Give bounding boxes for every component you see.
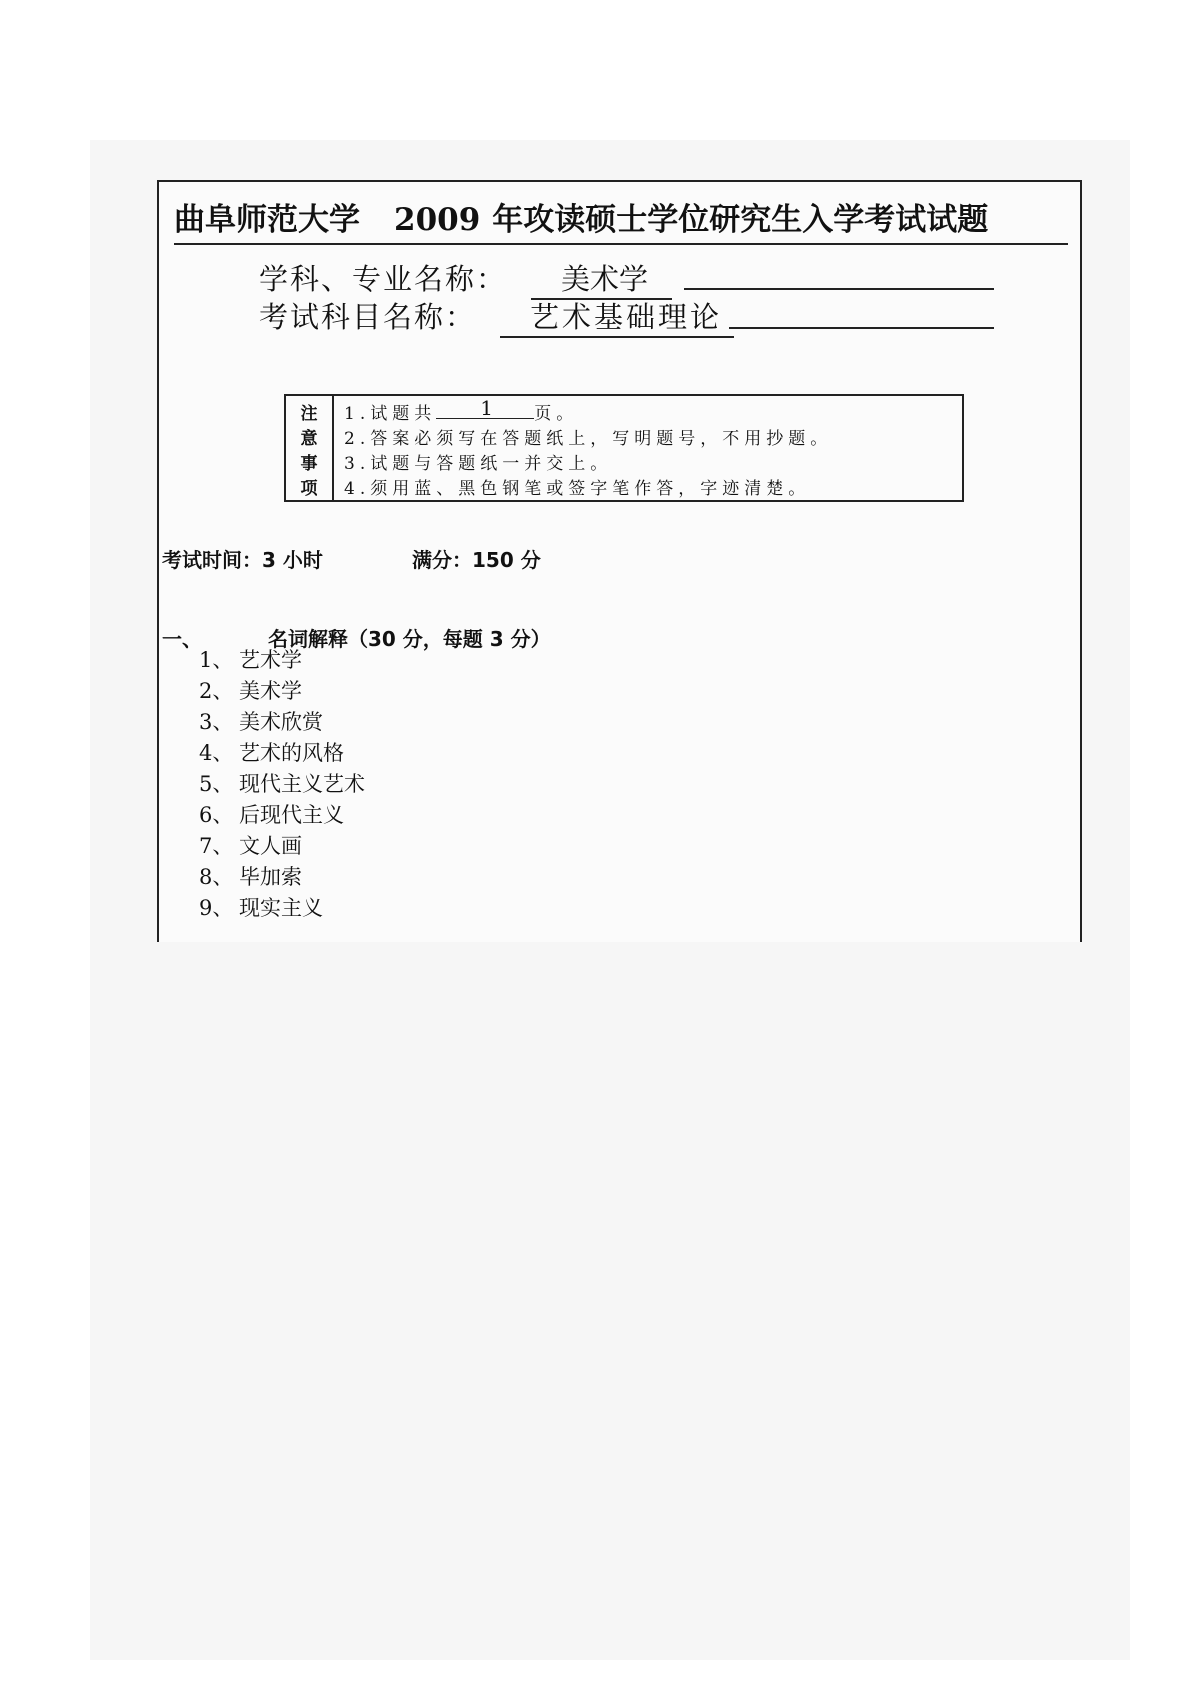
university-name: 曲阜师范大学 [174, 202, 360, 238]
subject-field [259, 295, 734, 338]
item-text: 现代主义艺术 [239, 772, 365, 796]
list-item [199, 831, 365, 862]
item-number: 6、 [199, 803, 234, 827]
major-label: 学科、专业名称： [259, 262, 508, 296]
item-number: 5、 [199, 772, 234, 796]
page-count-mark: 1 [480, 396, 493, 420]
major-field [259, 257, 672, 300]
list-item [199, 800, 365, 831]
item-text: 后现代主义 [239, 803, 344, 827]
subject-value: 艺术基础理论 [500, 295, 734, 338]
notice-heading-char: 意 [300, 429, 318, 449]
notice-heading [286, 396, 334, 500]
notice-line-1-prefix: 1.试题共 [344, 404, 437, 424]
notice-line-1-suffix: 页。 [534, 404, 579, 424]
subject-label: 考试科目名称： [259, 300, 477, 334]
notice-box [284, 394, 964, 502]
notice-heading-char: 事 [300, 454, 318, 474]
list-item [199, 893, 365, 924]
notice-heading-char: 项 [300, 479, 318, 499]
full-score: 满分：150 分 [412, 548, 541, 572]
item-text: 艺术的风格 [239, 741, 344, 765]
page-count-blank [436, 396, 534, 420]
list-item [199, 738, 365, 769]
item-number: 9、 [199, 896, 234, 920]
item-number: 7、 [199, 834, 234, 858]
list-item [199, 676, 365, 707]
exam-title [174, 194, 1068, 245]
notice-line-1 [344, 396, 962, 424]
exam-year: 2009 [394, 202, 481, 238]
notice-line-4: 4.须用蓝、黑色钢笔或签字笔作答，字迹清楚。 [344, 479, 811, 499]
exam-paper [157, 180, 1082, 942]
question-list [199, 645, 365, 924]
item-text: 文人画 [239, 834, 302, 858]
item-text: 美术欣赏 [239, 710, 323, 734]
list-item [199, 645, 365, 676]
item-number: 4、 [199, 741, 234, 765]
item-number: 2、 [199, 679, 234, 703]
subject-underline [729, 327, 994, 329]
exam-title-text: 年攻读硕士学位研究生入学考试试题 [492, 202, 989, 238]
list-item [199, 862, 365, 893]
section-number: 一、 [162, 627, 202, 651]
item-number: 1、 [199, 648, 234, 672]
item-text: 美术学 [239, 679, 302, 703]
notice-heading-char: 注 [300, 404, 318, 424]
item-number: 3、 [199, 710, 234, 734]
major-value: 美术学 [531, 257, 672, 300]
item-text: 现实主义 [239, 896, 323, 920]
notice-line-3: 3.试题与答题纸一并交上。 [344, 454, 613, 474]
item-text: 毕加索 [239, 865, 302, 889]
list-item [199, 707, 365, 738]
major-underline [684, 288, 994, 290]
notice-body [334, 396, 962, 500]
exam-time: 考试时间：3 小时 [162, 548, 323, 572]
notice-line-2: 2.答案必须写在答题纸上，写明题号，不用抄题。 [344, 429, 833, 449]
item-text: 艺术学 [239, 648, 302, 672]
item-number: 8、 [199, 865, 234, 889]
section-title: 名词解释（30 分，每题 3 分） [268, 627, 551, 651]
list-item [199, 769, 365, 800]
